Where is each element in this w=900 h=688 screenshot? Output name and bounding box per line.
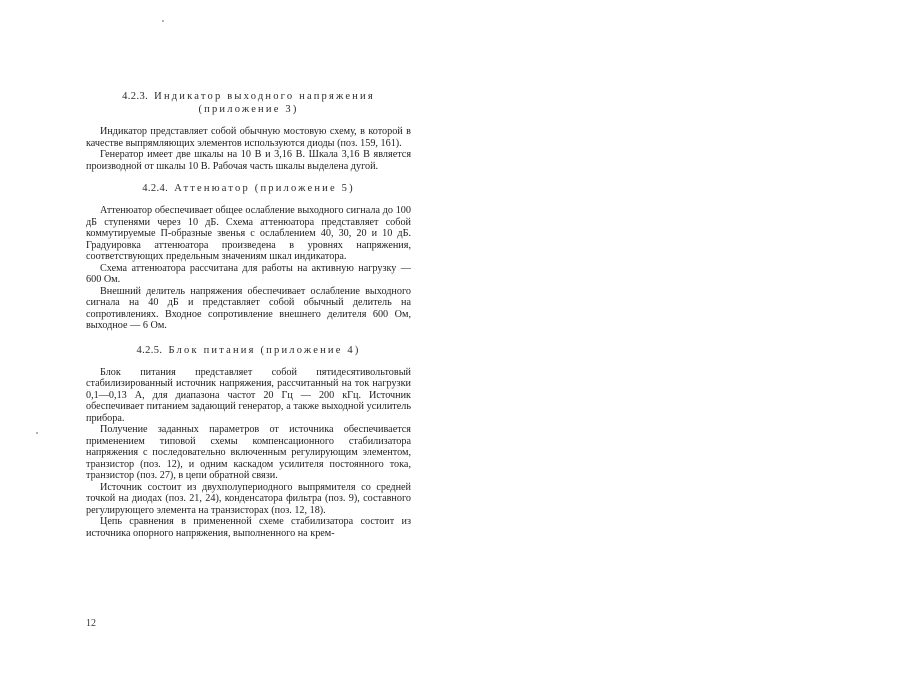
section-heading-indicator <box>86 90 411 103</box>
paragraph: Внешний делитель напряжения обеспечивает ослабление выходного сигнала на 40 дБ и представляет собой обычный делитель на сопротивлениях. Входное сопротивление внешнего делителя 600 Ом, выходное — 6 Ом. <box>86 285 411 331</box>
section-title: Аттенюатор (приложение 5) <box>174 183 355 194</box>
section-body-power-supply <box>86 367 411 540</box>
paragraph: Индикатор представляет собой обычную мостовую схему, в которой в качестве выпрямляющих элементов используются диоды (поз. 159, 161). <box>86 126 411 149</box>
page-number: 12 <box>86 618 96 629</box>
paragraph: Схема аттенюатора рассчитана для работы на активную нагрузку — 600 Ом. <box>86 262 411 285</box>
section-number: 4.2.3. <box>122 91 149 102</box>
section-body-attenuator <box>86 205 411 332</box>
section-number: 4.2.5. <box>136 344 163 356</box>
paragraph: Источник состоит из двухполупериодного выпрямителя со средней точкой на диодах (поз. 21, 24), конденсатора фильтра (поз. 9), составного регулирующего элемента на транзисторах (поз. 12, 18). <box>86 481 411 516</box>
document-page <box>86 84 411 539</box>
paragraph: Генератор имеет две шкалы на 10 В и 3,16 В. Шкала 3,16 В является производной от шкалы 10 В. Рабочая часть шкалы выделена дугой. <box>86 149 411 172</box>
section-title: Блок питания (приложение 4) <box>168 344 361 356</box>
scan-speck <box>162 20 164 22</box>
section-number: 4.2.4. <box>142 183 169 194</box>
paragraph: Аттенюатор обеспечивает общее ослабление выходного сигнала до 100 дБ ступенями через 10 дБ. Схема аттенюатора представляет собой коммутируемые П-образные звенья с ослаблением 40, 30, 20 и 10 дБ. Градуировка аттенюатора произведена в уровнях напряжения, соответствующих предельным значениям шкал индикатора. <box>86 205 411 262</box>
section-heading-power-supply <box>86 344 411 357</box>
paragraph: Получение заданных параметров от источника обеспечивается применением типовой схемы компенсационного стабилизатора напряжения с последовательно включенным регулирующим элементом, транзистор (поз. 12), и одним каскадом усилителя постоянного тока, транзистор (поз. 27), в цепи обратной связи. <box>86 424 411 481</box>
section-body-indicator <box>86 126 411 172</box>
paragraph: Цепь сравнения в примененной схеме стабилизатора состоит из источника опорного напряжения, выполненного на крем- <box>86 516 411 539</box>
paragraph: Блок питания представляет собой пятидесятивольтовый стабилизированный источник напряжения, рассчитанный на ток нагрузки 0,1—0,13 А, для диапазона частот 20 Гц — 200 кГц. Источник обеспечивает питанием задающий генератор, а также выходной усилитель прибора. <box>86 366 411 424</box>
section-subtitle: (приложение 3) <box>198 104 299 115</box>
section-title: Индикатор выходного напряжения <box>154 91 375 102</box>
section-heading-attenuator <box>86 182 411 195</box>
scan-speck <box>36 432 38 434</box>
